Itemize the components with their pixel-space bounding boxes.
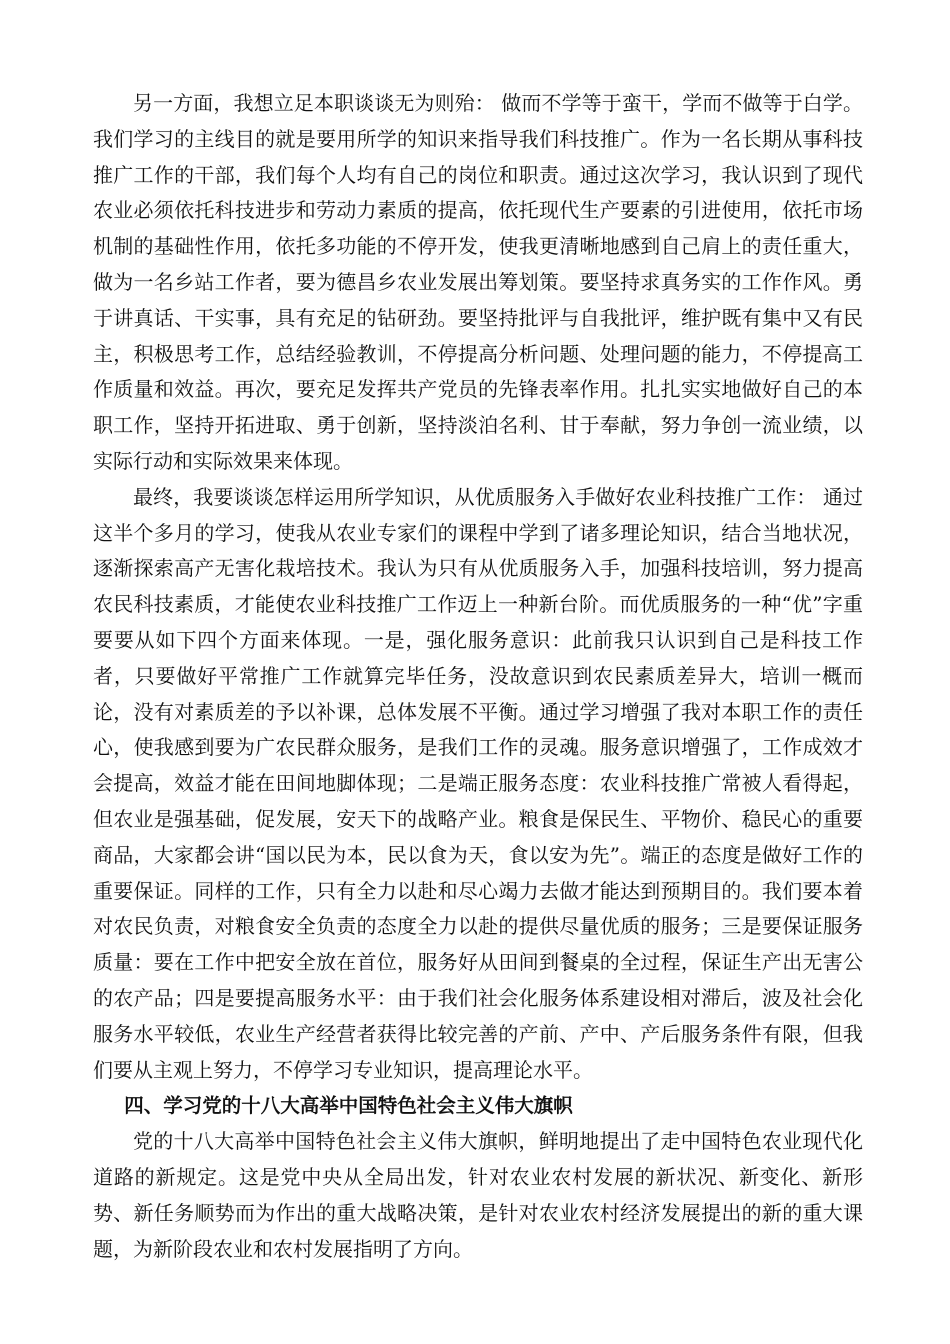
paragraph-quality-service: 最终，我要谈谈怎样运用所学知识，从优质服务入手做好农业科技推广工作： 通过这半个多月的学习，使我从农业专家们的课程中学到了诸多理论知识，结合当地状况，逐渐探索高产无害化栽培技术。我认为只有从优质服务入手，加强科技培训，努力提高农民科技素质，才能使农业科技推广工作迈上一种新台阶。而优质服务的一种“优”字重要要从如下四个方面来体现。一是，强化服务意识：此前我只认识到自己是科技工作者，只要做好平常推广工作就算完毕任务，没故意识到农民素质差异大，培训一概而论，没有对素质差的予以补课，总体发展不平衡。通过学习增强了我对本职工作的责任心，使我感到要为广农民群众服务，是我们工作的灵魂。服务意识增强了，工作成效才会提高，效益才能在田间地脚体现；二是端正服务态度：农业科技推广常被人看得起，但农业是强基础，促发展，安天下的战略产业。粮食是保民生、平物价、稳民心的重要商品，大家都会讲“国以民为本，民以食为天，食以安为先”。端正的态度是做好工作的重要保证。同样的工作，只有全力以赴和尽心竭力去做才能达到预期目的。我们要本着对农民负责，对粮食安全负责的态度全力以赴的提供尽量优质的服务；三是要保证服务质量：要在工作中把安全放在首位，服务好从田间到餐桌的全过程，保证生产出无害公的农产品；四是要提高服务水平：由于我们社会化服务体系建设相对滞后，波及社会化服务水平较低，农业生产经营者获得比较完善的产前、产中、产后服务条件有限，但我们要从主观上努力，不停学习专业知识，提高理论水平。 [93, 484, 863, 1082]
paragraph-role-responsibility: 另一方面，我想立足本职谈谈无为则殆： 做而不学等于蛮干，学而不做等于白学。我们学习的主线目的就是要用所学的知识来指导我们科技推广。作为一名长期从事科技推广工作的干部，我们每个人均有自己的岗位和职责。通过这次学习，我认识到了现代农业必须依托科技进步和劳动力素质的提高，依托现代生产要素的引进使用，依托市场机制的基础性作用，依托多功能的不停开发，使我更清晰地感到自己肩上的责任重大，做为一名乡站工作者，要为德昌乡农业发展出筹划策。要坚持求真务实的工作作风。勇于讲真话、干实事，具有充足的钻研劲。要坚持批评与自我批评，维护既有集中又有民主，积极思考工作，总结经验教训，不停提高分析问题、处理问题的能力，不停提高工作质量和效益。再次，要充足发挥共产党员的先锋表率作用。扎扎实实地做好自己的本职工作，坚持开拓进取、勇于创新，坚持淡泊名利、甘于奉献，努力争创一流业绩，以实际行动和实际效果来体现。 [93, 91, 863, 473]
section-heading: 四、学习党的十八大高举中国特色社会主义伟大旗帜 [124, 1094, 573, 1118]
document-body [93, 86, 863, 1267]
paragraph-eighteenth-congress: 党的十八大高举中国特色社会主义伟大旗帜，鲜明地提出了走中国特色农业现代化道路的新规定。这是党中央从全局出发，针对农业农村发展的新状况、新变化、新形势、新任务顺势而为作出的重大战略决策，是针对农业农村经济发展提出的新的重大课题，为新阶段农业和农村发展指明了方向。 [93, 1129, 863, 1261]
